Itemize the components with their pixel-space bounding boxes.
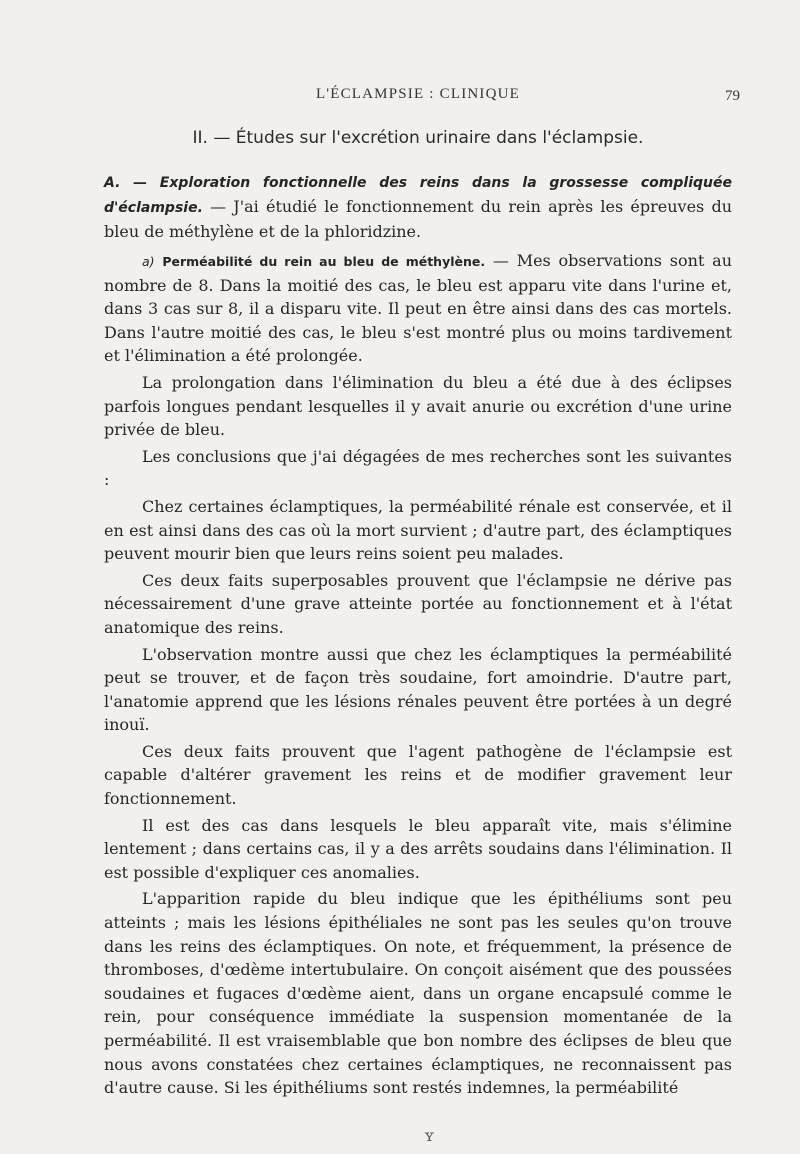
subsection-a-text: — J'ai étudié le fonctionnement du rein après les épreuves du bleu de méthylène et de la phloridzine. [104,197,732,241]
page-number: 79 [725,88,740,104]
subsection-marker: a) [142,254,155,269]
body-paragraph: Les conclusions que j'ai dégagées de mes recherches sont les suivantes : [104,446,732,490]
subsection-a1-text: — Mes observations sont au nombre de 8. Dans la moitié des cas, le bleu est apparu vite dans l'urine et, dans 3 cas sur 8, il a disparu vite. Il peut en être ainsi dans des cas mortels. Dans l'autre moitié des cas, le bleu s'est montré plus ou moins tardivement et l'élimination a été prolongée. [104,251,733,366]
subsection-a1 [104,249,732,368]
printer-mark: ʏ [424,1126,435,1145]
body-paragraph: Ces deux faits prouvent que l'agent pathogène de l'éclampsie est capable d'altérer gravement les reins et de modifier gravement leur fonctionnement. [104,741,732,809]
body-paragraph: La prolongation dans l'élimination du bleu a été due à des éclipses parfois longues pendant lesquelles il y avait anurie ou excrétion d'une urine privée de bleu. [104,372,732,440]
section-heading: II. — Études sur l'excrétion urinaire dans l'éclampsie. [192,128,644,148]
body-paragraph: Ces deux faits superposables prouvent que l'éclampsie ne dérive pas nécessairement d'une grave atteinte portée au fonctionnement et à l'état anatomique des reins. [104,570,732,637]
body-paragraph: Il est des cas dans lesquels le bleu apparaît vite, mais s'élimine lentement ; dans certains cas, il y a des arrêts soudains dans l'élimination. Il est possible d'expliquer ces anomalies. [104,815,732,882]
subsection-a1-heading: Perméabilité du rein au bleu de méthylène. [162,254,486,269]
running-title: L'ÉCLAMPSIE : CLINIQUE [315,86,521,102]
body-paragraph: L'apparition rapide du bleu indique que les épithéliums sont peu atteints ; mais les lésions épithéliales ne sont pas les seules qu'on trouve dans les reins des éclamptiques. On note, et fréquemment, la présence de thromboses, d'œdème intertubulaire. On conçoit aisément que des poussées soudaines et fugaces d'œdème aient, dans un organe encapsulé comme le rein, pour conséquence immédiate la suspension momentanée de la perméabilité. Il est vraisemblable que bon nombre des éclipses de bleu que nous avons constatées chez certaines éclamptiques, ne reconnaissent pas d'autre cause. Si les épithéliums sont restés indemnes, la perméabilité [104,889,732,1098]
subsection-a [104,170,732,243]
body-paragraph: Chez certaines éclamptiques, la perméabilité rénale est conservée, et il en est ainsi dans des cas où la mort survient ; d'autre part, des éclamptiques peuvent mourir bien que leurs reins soient peu malades. [104,496,732,564]
running-head [104,80,740,110]
book-page [104,80,740,1100]
body-paragraph: L'observation montre aussi que chez les éclamptiques la perméabilité peut se trouver, et de façon très soudaine, fort amoindrie. D'autre part, l'anatomie apprend que les lésions rénales peuvent être portées à un degré inouï. [104,644,732,735]
subsection-a-heading: A. — Exploration fonctionnelle des reins dans la grossesse compliquée d'éclampsie. [104,175,732,216]
